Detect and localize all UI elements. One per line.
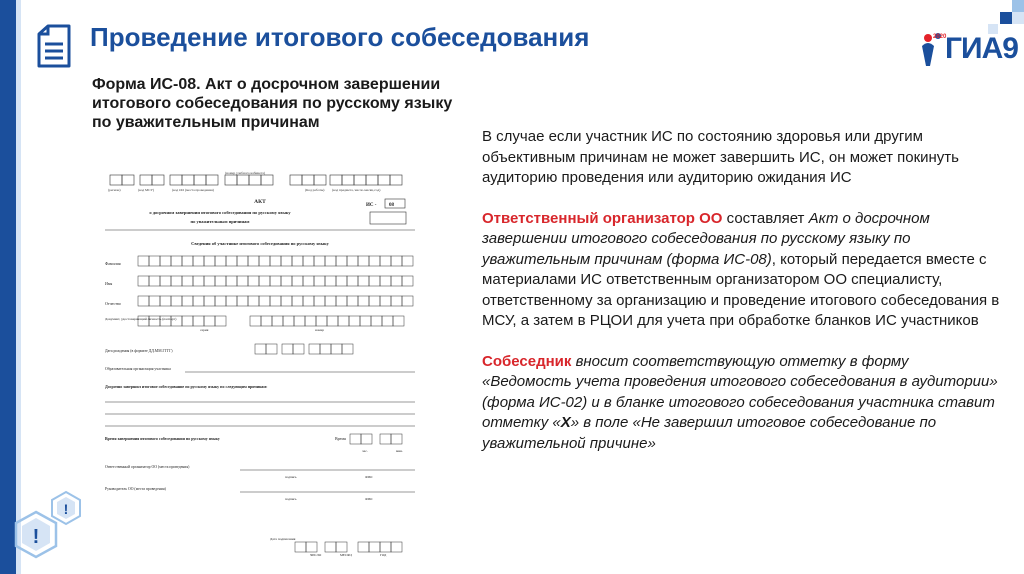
label-org: Образовательная организация участника [105, 367, 171, 371]
paragraph-3: Собеседник вносит соответствующую отметку в форму «Ведомость учета проведения итогового собеседования в аудитории» (форма ИС-02) и в бланке итогового собеседования участника ставит отметку «X» в поле «Не завершил итоговое собеседование по уважительной причине» [482, 352, 998, 452]
paragraph-2: Ответственный организатор ОО составляет Акт о досрочном завершении итогового собеседования по русскому языку по уважительным причинам (форма ИС-08), который передается вместе с материалами ИС ответственным организатором ОО специалисту, ответственному за организацию и проведение итогового собеседования в МСУ, а затем в РЦОИ для учета при обработке бланков ИС участников [482, 209, 1000, 329]
label-day: ЧИСЛО [310, 553, 322, 557]
label-organizer: Ответственный организатор ОО (места проведения) [105, 465, 190, 469]
form-code-a: ИС - [366, 203, 377, 208]
label-region: (регион) [108, 188, 121, 192]
warning-icon-large [16, 512, 56, 557]
form-code-b: 08 [389, 203, 394, 208]
label-oo: (код ОО (места проведения) [172, 188, 214, 192]
label-reasons: Досрочно завершил итоговое собеседование по русскому языку по следующим причинам: [105, 384, 268, 389]
label-hour: час. [362, 449, 368, 453]
label-document: Документ, удостоверяющий личность (паспорт) [105, 317, 177, 321]
svg-text:!: ! [63, 501, 69, 517]
paragraph-1: В случае если участник ИС по состоянию здоровья или другим объективным причинам не может завершить ИС, он может покинуть аудиторию проведения или аудиторию ожидания ИС [482, 128, 959, 186]
section-participant: Сведения об участнике итогового собеседования по русскому языку [191, 241, 329, 246]
logo-year: 2020 [933, 34, 947, 40]
label-name: Имя [105, 281, 113, 286]
label-head: Руководитель ОО (места проведения) [105, 487, 166, 491]
mark-x: X [560, 414, 571, 431]
label-birth: Дата рождения (в формате ДД.ММ.ГГГГ) [105, 349, 173, 353]
label-surname: Фамилия [105, 261, 121, 266]
act-title: АКТ [254, 199, 266, 205]
label-signature-1: подпись [285, 475, 297, 479]
svg-text:!: ! [32, 526, 40, 548]
label-signature-2: подпись [285, 497, 297, 501]
label-series: серия [200, 328, 209, 332]
label-year: ГОД [380, 553, 387, 557]
act-line2: по уважительным причинам [190, 219, 250, 224]
label-msu: (код МСУ) [138, 188, 155, 192]
label-patronymic: Отчество [105, 301, 121, 306]
label-work: (Код работы) [305, 188, 325, 192]
document-icon [36, 24, 72, 68]
label-fio-2: ФИО [365, 497, 373, 501]
label-fio-1: ФИО [365, 475, 373, 479]
form-heading: Форма ИС-08. Акт о досрочном завершении итогового собеседования по русскому языку по уважительным причинам [92, 76, 453, 131]
label-room: (номер учебного кабинета) [225, 171, 266, 175]
role-interviewer: Собеседник [482, 352, 572, 370]
label-number: номер [315, 328, 325, 332]
logo-text: ГИА9 [945, 32, 1018, 65]
form-is08-image [100, 170, 420, 564]
label-time: Время [335, 436, 346, 441]
label-minute: мин. [396, 449, 403, 453]
act-line1: о досрочном завершении итогового собеседования по русскому языку [149, 210, 291, 215]
warning-icons [8, 480, 88, 574]
label-subject: (код предмета, число-месяц-год) [332, 188, 381, 192]
label-sign-date: Дата подписания [270, 537, 296, 541]
label-end-time: Время завершения итогового собеседования по русскому языку [105, 436, 220, 441]
description-text [482, 127, 1002, 474]
warning-icon-small [52, 492, 80, 524]
role-organizer: Ответственный организатор ОО [482, 209, 723, 227]
slide-title: Проведение итогового собеседования [90, 22, 590, 52]
label-month: МЕСЯЦ [340, 553, 352, 557]
